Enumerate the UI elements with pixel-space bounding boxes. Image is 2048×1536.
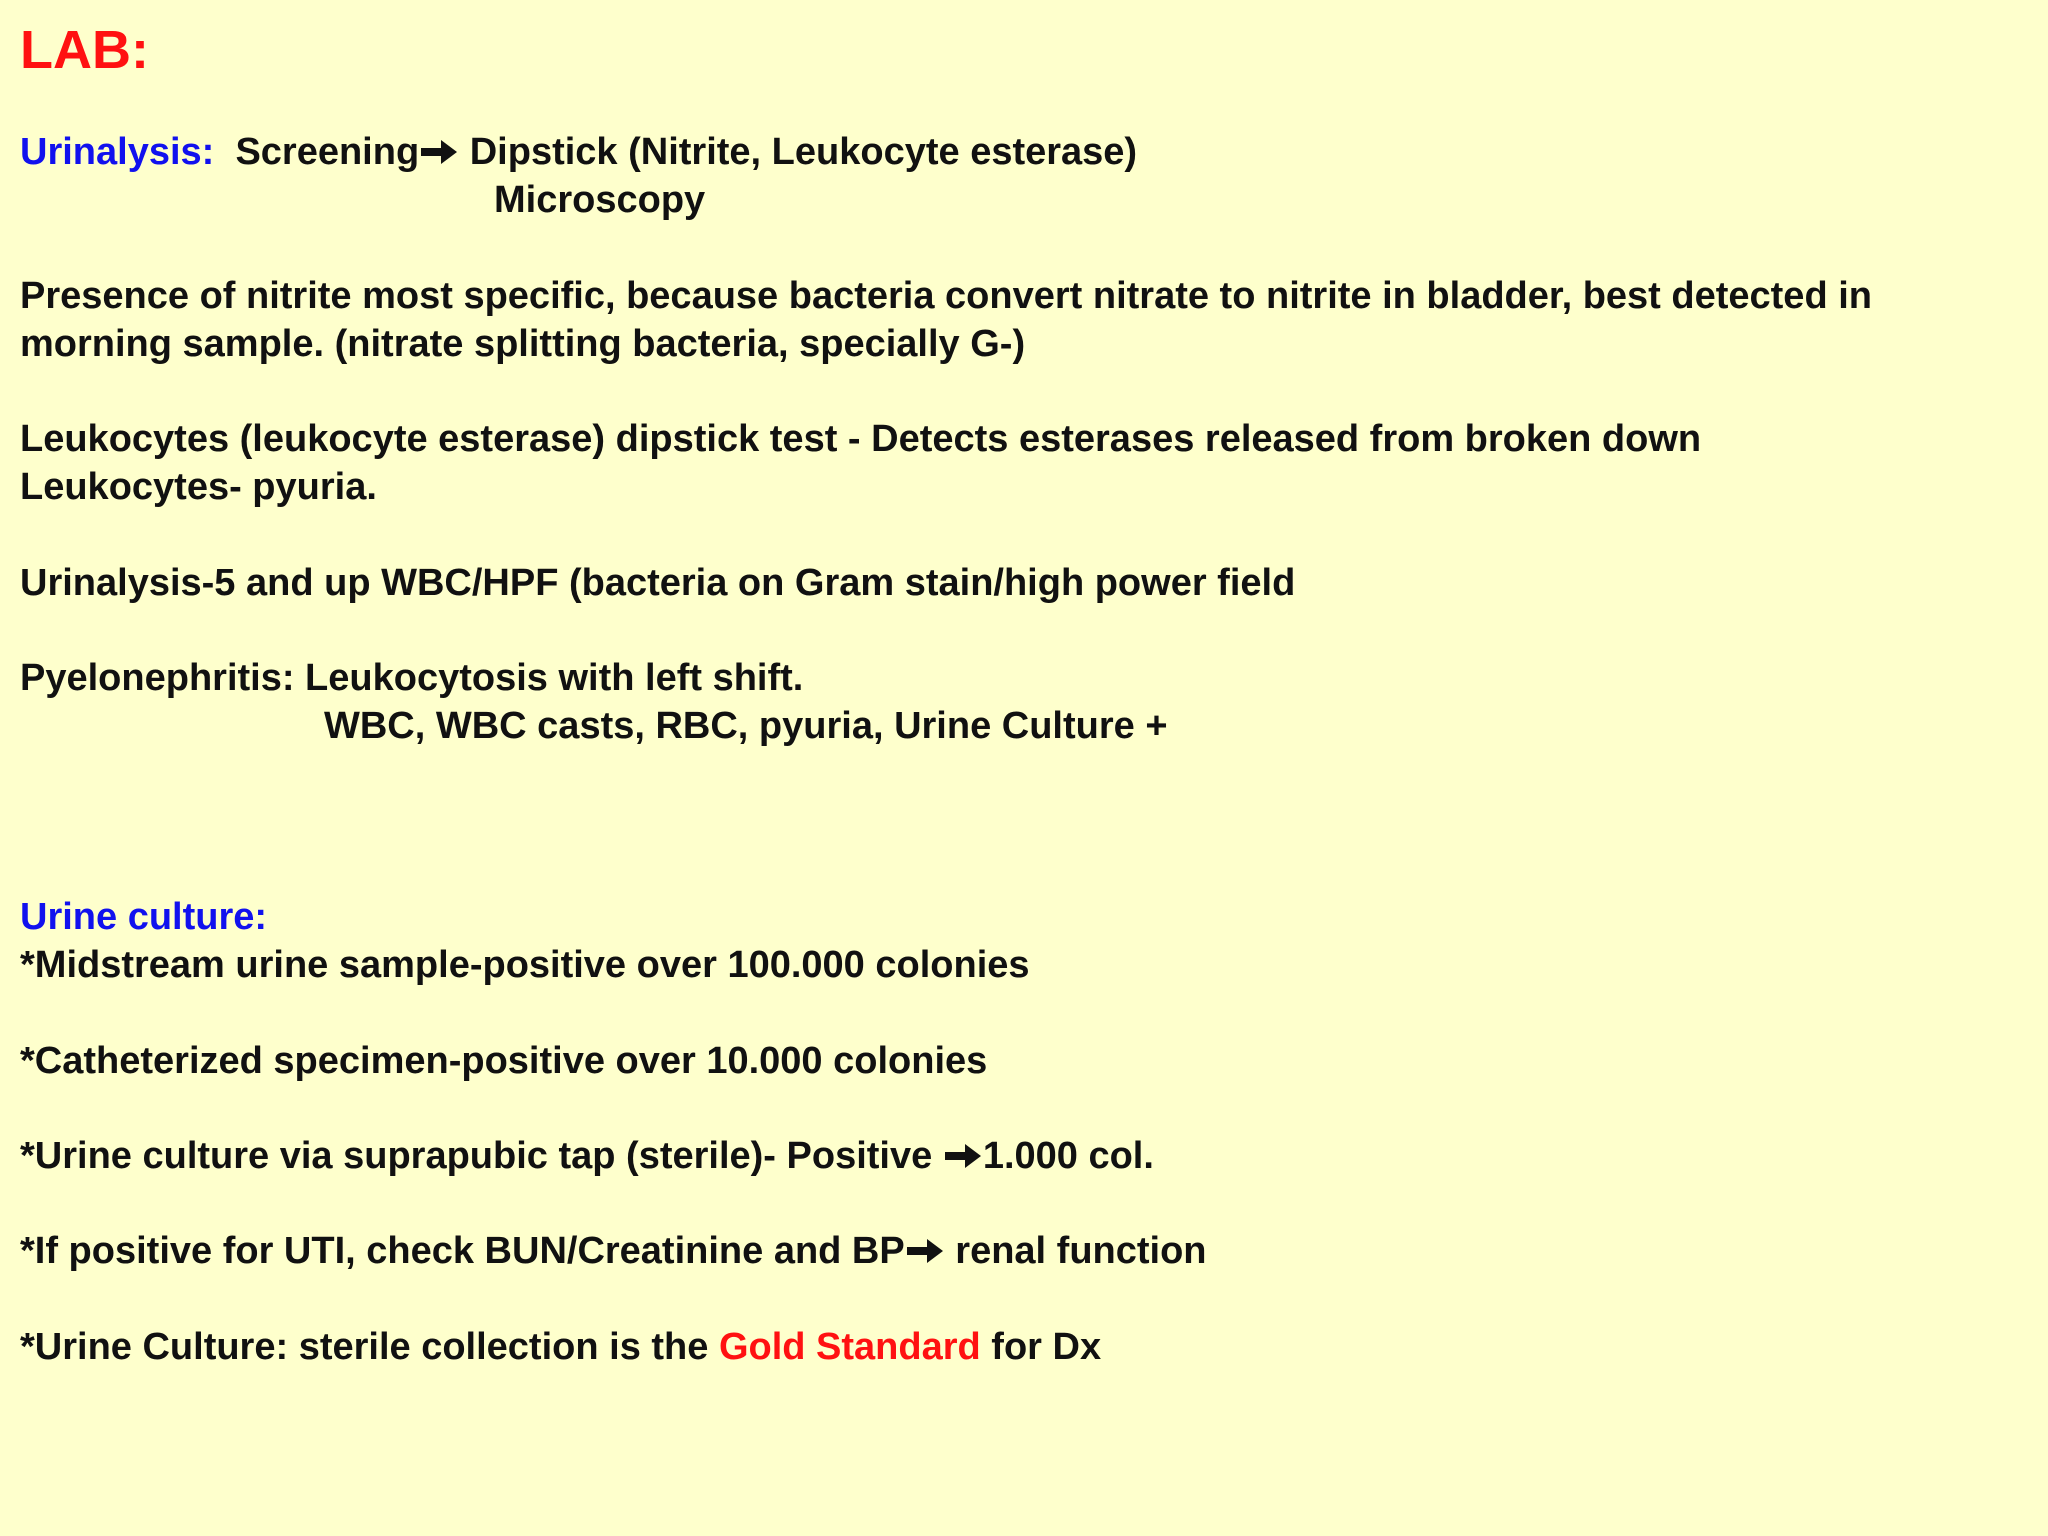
pyelonephritis-line-1: Pyelonephritis: Leukocytosis with left shift.: [20, 657, 804, 699]
gold-standard-line: [20, 1323, 1101, 1371]
slide-title: LAB:: [20, 20, 149, 80]
microscopy-text: Microscopy: [494, 179, 706, 221]
wbc-hpf-line: Urinalysis-5 and up WBC/HPF (bacteria on Gram stain/high power field: [20, 562, 1296, 604]
leukocytes-line-2: Leukocytes- pyuria.: [20, 466, 377, 508]
gold-standard-suffix: for Dx: [980, 1326, 1102, 1368]
midstream-line: *Midstream urine sample-positive over 100.000 colonies: [20, 944, 1030, 986]
suprapubic-line: [20, 1132, 1154, 1180]
catheterized-line: *Catheterized specimen-positive over 10.000 colonies: [20, 1040, 988, 1082]
nitrite-line-2: morning sample. (nitrate splitting bacteria, specially G-): [20, 323, 1026, 365]
screening-text: Screening: [235, 131, 420, 173]
pyelonephritis-line-2: WBC, WBC casts, RBC, pyuria, Urine Culture +: [324, 705, 1168, 747]
positive-uti-line: [20, 1227, 1207, 1275]
urinalysis-label: Urinalysis:: [20, 131, 215, 173]
urine-culture-heading: Urine culture:: [20, 896, 268, 938]
renal-function-text: renal function: [944, 1230, 1207, 1272]
dipstick-text: Dipstick (Nitrite, Leukocyte esterase): [469, 131, 1138, 173]
suprapubic-value: 1.000 col.: [982, 1135, 1154, 1177]
suprapubic-text: *Urine culture via suprapubic tap (sterile)- Positive: [20, 1135, 943, 1177]
gold-standard-highlight: Gold Standard: [718, 1326, 981, 1368]
nitrite-line-1: Presence of nitrite most specific, because bacteria convert nitrate to nitrite in bladder, best detected in: [20, 275, 1872, 317]
right-arrow-icon: [905, 1236, 945, 1266]
positive-uti-text: *If positive for UTI, check BUN/Creatinine and BP: [20, 1230, 905, 1272]
right-arrow-icon: [419, 137, 459, 167]
urinalysis-line: [20, 128, 1137, 176]
right-arrow-icon: [943, 1141, 983, 1171]
gold-standard-prefix: *Urine Culture: sterile collection is the: [20, 1326, 719, 1368]
leukocytes-line-1: Leukocytes (leukocyte esterase) dipstick test - Detects esterases released from broken down: [20, 418, 1702, 460]
